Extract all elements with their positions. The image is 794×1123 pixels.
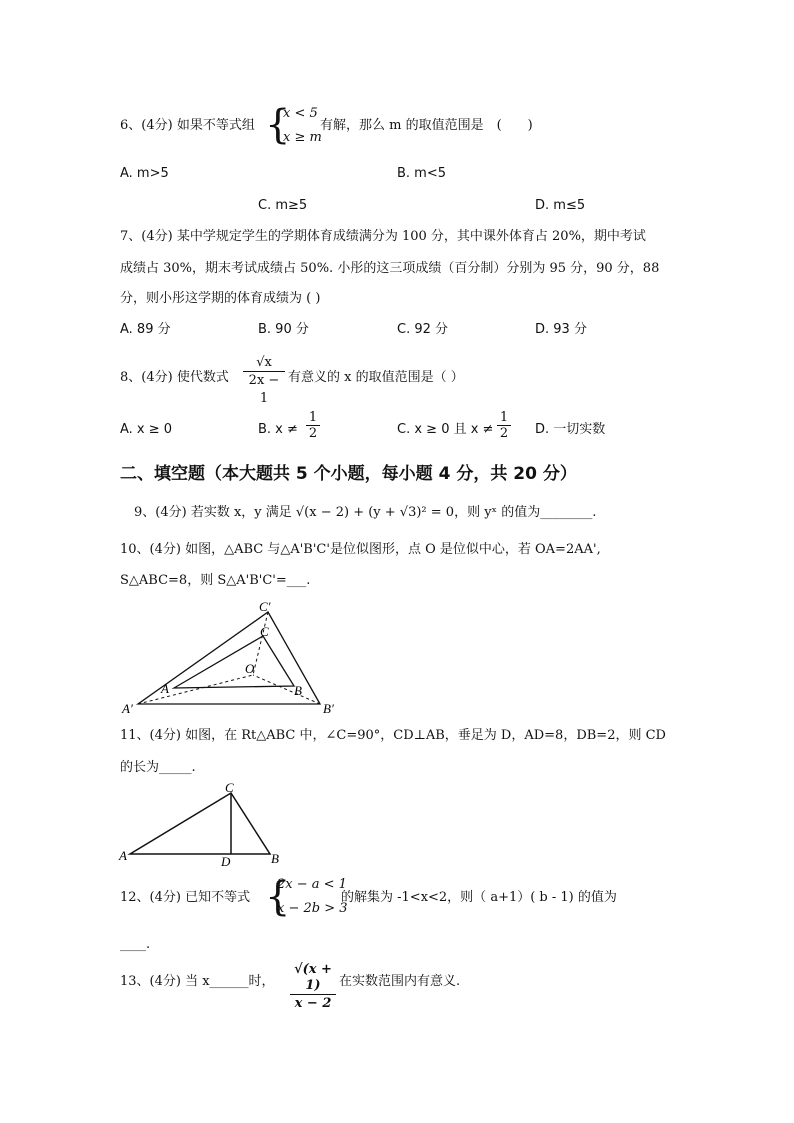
q13-fraction	[290, 962, 336, 1013]
q7-option-b: B. 90 分	[258, 322, 309, 337]
q11-label-c: C	[225, 780, 234, 795]
q9-stem: 9、(4分) 若实数 x，y 满足 √(x − 2) + (y + √3)² = 0，则 yˣ 的值为________.	[134, 505, 597, 520]
q13-fraction-numerator: √(x + 1)	[294, 962, 332, 993]
q7-line3: 分，则小彤这学期的体育成绩为 ( )	[120, 291, 321, 306]
q8-fraction-denominator: 2x − 1	[248, 373, 280, 406]
q12-system-line1: 2x − a < 1	[277, 877, 347, 892]
q13-stem: 13、(4分) 当 x______时，	[120, 974, 275, 989]
q8-option-c-half-den: 2	[499, 426, 509, 441]
q11-line1: 11、(4分) 如图，在 Rt△ABC 中，∠C=90°，CD⊥AB，垂足为 D，AD=8，DB=2，则 CD	[120, 728, 666, 743]
q6-stem: 6、(4分) 如果不等式组	[120, 118, 255, 133]
q13-fraction-denominator: x − 2	[294, 996, 332, 1011]
q12-answer-blank: ____.	[120, 937, 151, 952]
q10-line1: 10、(4分) 如图，△ABC 与△A'B'C'是位似图形，点 O 是位似中心，若 OA=2AA',	[120, 542, 601, 557]
q12-stem-suffix: 的解集为 -1<x<2，则（ a+1）( b - 1) 的值为	[341, 890, 617, 905]
q10-label-b: B	[294, 683, 302, 698]
q8-option-d: D. 一切实数	[535, 422, 606, 437]
q11-label-a: A	[119, 848, 127, 863]
q6-stem-suffix: 有解，那么 m 的取值范围是 ( )	[320, 118, 533, 133]
q10-label-b-prime: B′	[323, 701, 334, 716]
q11-right-triangle-figure	[117, 780, 297, 870]
q12-system-brace: {	[265, 874, 291, 920]
q8-stem: 8、(4分) 使代数式	[120, 370, 229, 385]
q10-label-a-prime: A′	[122, 701, 133, 716]
q7-line2: 成绩占 30%，期末考试成绩占 50%. 小彤的这三项成绩（百分制）分别为 95 分，90 分，88	[120, 261, 660, 276]
q8-option-b-half	[306, 410, 320, 442]
q10-label-a: A	[161, 681, 169, 696]
q11-triangle-abc	[130, 793, 270, 854]
q6-system-brace: {	[265, 102, 291, 148]
q8-option-b-half-den: 2	[308, 426, 318, 441]
q8-option-c: C. x ≥ 0 且 x ≠	[397, 422, 494, 437]
q8-option-c-half-num: 1	[499, 410, 509, 425]
section-heading-fill-in: 二、填空题（本大题共 5 个小题，每小题 4 分，共 20 分）	[120, 464, 577, 484]
q8-fraction-numerator: √x	[256, 355, 272, 370]
q12-stem: 12、(4分) 已知不等式	[120, 890, 251, 905]
q8-option-b-half-num: 1	[308, 410, 318, 425]
q8-option-b: B. x ≠	[258, 422, 298, 437]
q11-label-b: B	[271, 851, 279, 866]
q10-label-o: O	[245, 661, 255, 676]
q13-stem-suffix: 在实数范围内有意义.	[339, 974, 461, 989]
q11-label-d: D	[221, 854, 231, 869]
q7-option-c: C. 92 分	[397, 322, 449, 337]
q8-stem-suffix: 有意义的 x 的取值范围是（ ）	[288, 370, 464, 385]
q10-homothety-figure	[118, 598, 358, 718]
q11-line2: 的长为_____.	[120, 760, 196, 775]
q7-option-d: D. 93 分	[535, 322, 587, 337]
q10-line2: S△ABC=8，则 S△A'B'C'=___.	[120, 573, 311, 588]
q12-system-line2: x − 2b > 3	[277, 901, 348, 916]
q6-option-c: C. m≥5	[258, 198, 308, 213]
q8-option-a: A. x ≥ 0	[120, 422, 173, 437]
q8-fraction	[243, 355, 285, 408]
q7-line1: 7、(4分) 某中学规定学生的学期体育成绩满分为 100 分，其中课外体育占 20%，期中考试	[120, 229, 646, 244]
q8-option-c-half	[497, 410, 511, 442]
q6-option-d: D. m≤5	[535, 198, 586, 213]
q10-label-c: C	[260, 624, 269, 639]
q6-system-line1: x < 5	[283, 106, 318, 121]
q6-option-a: A. m>5	[120, 166, 169, 181]
q7-option-a: A. 89 分	[120, 322, 171, 337]
q6-system-line2: x ≥ m	[283, 130, 322, 145]
q6-option-b: B. m<5	[397, 166, 447, 181]
q10-label-c-prime: C′	[259, 599, 271, 614]
